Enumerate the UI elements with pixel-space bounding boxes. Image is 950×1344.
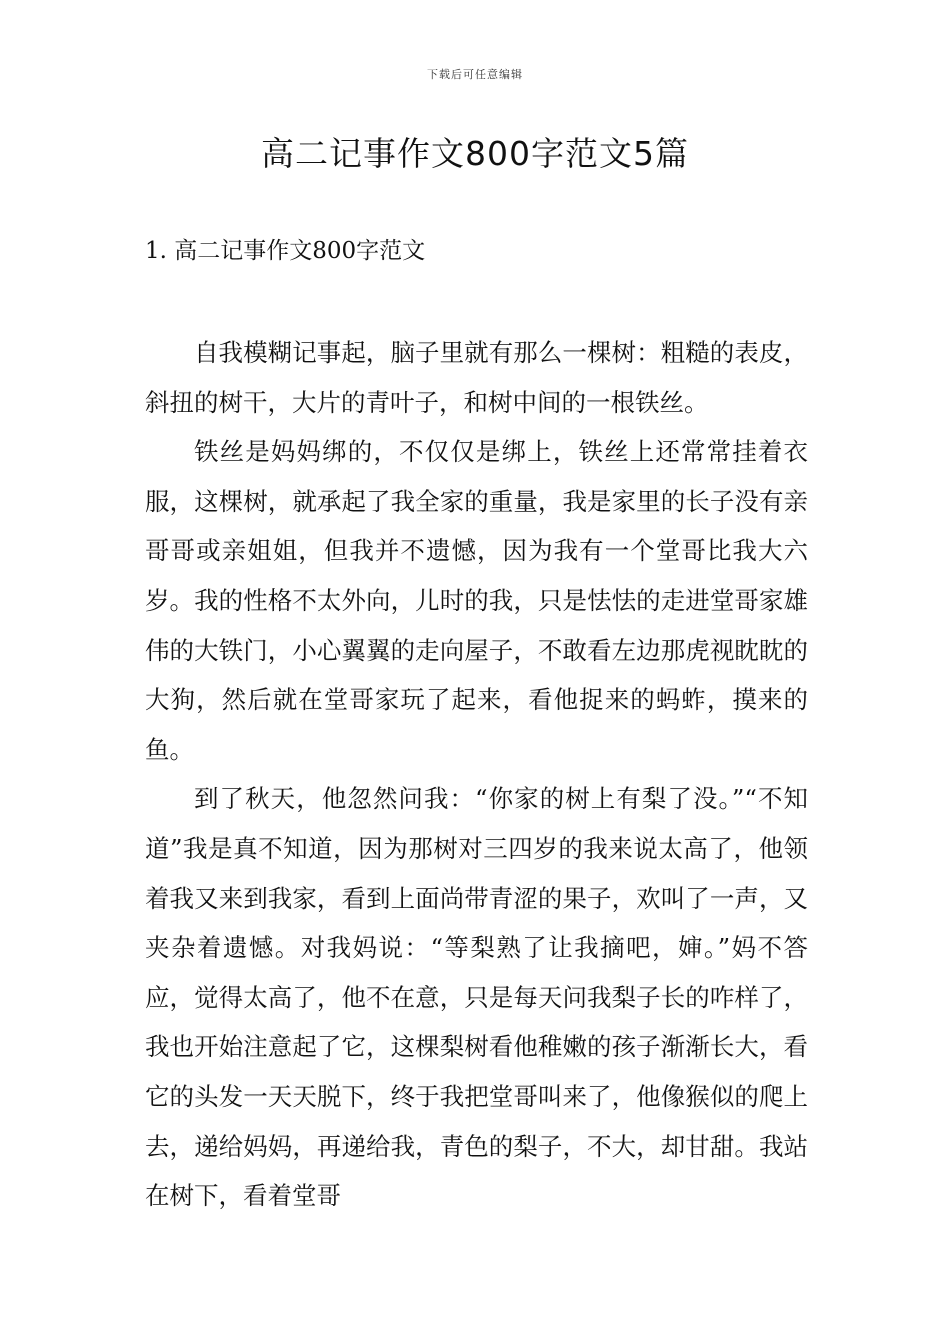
paragraph: 自我模糊记事起，脑子里就有那么一棵树：粗糙的表皮，斜扭的树干，大片的青叶子，和树中间的一根铁丝。 — [145, 338, 808, 417]
document-title: 高二记事作文800字范文5篇 — [261, 134, 689, 173]
paragraph: 铁丝是妈妈绑的，不仅仅是绑上，铁丝上还常常挂着衣服，这棵树，就承起了我全家的重量，我是家里的长子没有亲哥哥或亲姐姐，但我并不遗憾，因为我有一个堂哥比我大六岁。我的性格不太外向，儿时的我，只是怯怯的走进堂哥家雄伟的大铁门，小心翼翼的走向屋子，不敢看左边那虎视眈眈的大狗，然后就在堂哥家玩了起来，看他捉来的蚂蚱，摸来的鱼。 — [145, 437, 808, 764]
header-note: 下载后可任意编辑 — [427, 68, 523, 81]
body-text — [145, 328, 808, 1221]
paragraph: 到了秋天，他忽然问我：“你家的树上有梨了没。”“不知道”我是真不知道，因为那树对三四岁的我来说太高了，他领着我又来到我家，看到上面尚带青涩的果子，欢叫了一声，又夹杂着遗憾。对我妈说：“等梨熟了让我摘吧，婶。”妈不答应，觉得太高了，他不在意，只是每天问我梨子长的咋样了，我也开始注意起了它，这棵梨树看他稚嫩的孩子渐渐长大，看它的头发一天天脱下，终于我把堂哥叫来了，他像猴似的爬上去，递给妈妈，再递给我，青色的梨子，不大，却甘甜。我站在树下，看着堂哥 — [145, 784, 808, 1211]
section-heading: 1. 高二记事作文800字范文 — [145, 238, 426, 264]
